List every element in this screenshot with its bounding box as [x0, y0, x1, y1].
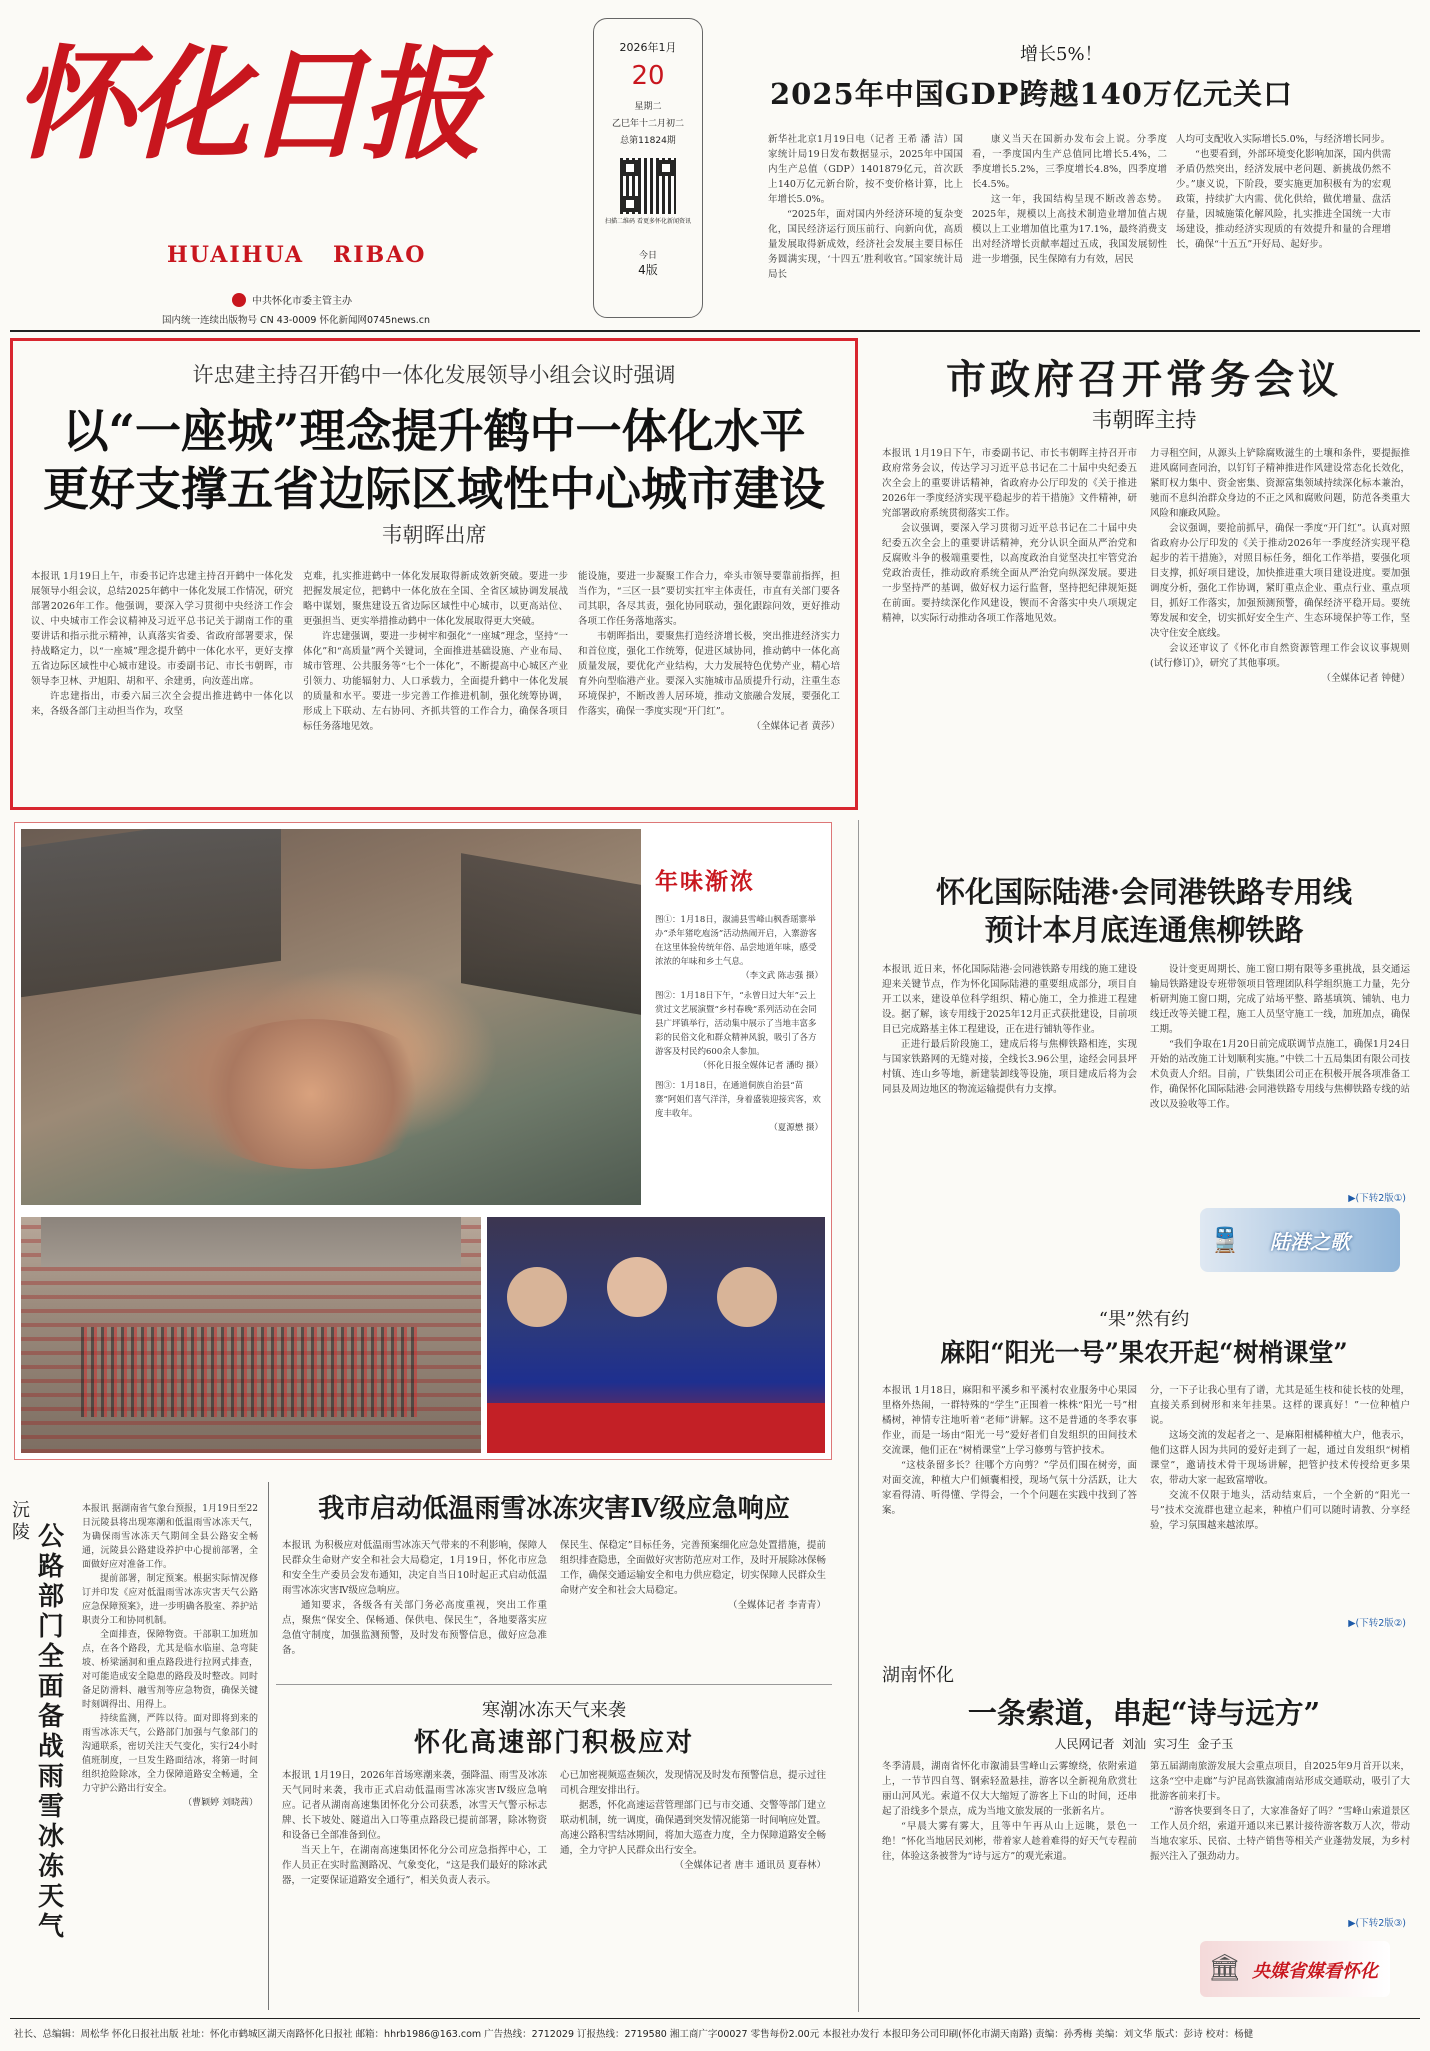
ropeway-headline: 一条索道，串起“诗与远方” [967, 1696, 1321, 1730]
festival-photo-1 [21, 829, 641, 1205]
footer-info: 社长、总编辑：周松华 怀化日报社出版 社址：怀化市鹤城区湖天南路怀化日报社 邮箱：hhrb1986@163.com 广告热线：2712029 订报热线：2719580 湘工商广字00027 零售每份2.00元 本报社办发行 本报印务公司印刷(怀化市湖天南路) 责编：孙秀梅 美编：刘文华 版式：彭诗 校对：杨健 [14, 2029, 1254, 2040]
standing-byline: 韦朝晖主持 [1091, 408, 1197, 432]
railway-continued-link[interactable]: ▶(下转2版①) [1348, 1193, 1406, 1204]
date-day: 20 [631, 61, 665, 91]
today-label: 今日 [638, 251, 657, 261]
weather-headline: 我市启动低温雨雪冰冻灾害Ⅳ级应急响应 [318, 1494, 790, 1524]
masthead-title: 怀化日报 [12, 32, 476, 176]
fruit-article [868, 1305, 1420, 1635]
ropeway-col-2: 第五届湖南旅游发展大会重点项目，自2025年9月首开以来，这条“空中走廊”与沪昆高铁溆浦南站形成交通联动，吸引了大批游客前来打卡。 “游客快要到冬日了，大家准备好了吗？”雪峰山索道景区工作人员介绍，索道开通以来已累计接待游客数万人次，带动当地农家乐、民宿、土特产销售等相关产业蓬勃发展，为乡村振兴注入了强劲动力。 [1150, 1761, 1410, 1862]
weather-article [276, 1482, 832, 1682]
gdp-kicker: 增长5%！ [1020, 44, 1103, 65]
ropeway-region: 湖南怀化 [882, 1665, 954, 1686]
masthead-pinyin: HUAIHUA RIBAO [167, 242, 427, 268]
lead-headline-2: 更好支撑五省边际区域性中心城市建设 [43, 462, 825, 516]
page-count: 4版 [638, 263, 658, 277]
lead-headline-1: 以“一座城”理念提升鹤中一体化水平 [62, 404, 806, 458]
highway-headline: 怀化高速部门积极应对 [413, 1728, 694, 1758]
festival-photo-3 [487, 1217, 825, 1453]
lead-kicker: 许忠建主持召开鹤中一体化发展领导小组会议时强调 [192, 363, 676, 387]
lead-col-2: 克难，扎实推进鹤中一体化发展取得新成效新突破。要进一步把握发展定位，把鹤中一体化放在全国、全省区域协调发展战略中谋划，聚焦建设五省边际区域性中心城市，以更高站位、更强担当、更实举措推动鹤中一体化发展取得更大突破。 许忠建强调，要进一步树牢和强化“一座城”理念，坚持“一体化”和“高质量”两个关键词，全面推进基础设施、产业布局、城市管理、公共服务等“七个一体化”，不断提高中心城区产业引领力、功能辐射力、人口承载力，全面提升鹤中一体化发展的质量和水平。要进一步完善工作推进机制，强化统筹协调，形成上下联动、左右协同、齐抓共管的工作合力，确保各项目标任务落地见效。 [303, 571, 568, 732]
gdp-article [720, 40, 1420, 320]
date-year-month: 2026年1月 [619, 41, 677, 54]
qr-code[interactable] [620, 158, 676, 214]
railway-headline-2: 预计本月底连通焦柳铁路 [984, 913, 1304, 947]
lead-byline: 韦朝晖出席 [381, 523, 487, 547]
yuanling-col: 本报讯 据湖南省气象台预报，1月19日至22日沅陵县将出现寒潮和低温雨雪冰冻天气，为确保雨雪冰冻天气期间全县公路安全畅通，沅陵县公路建设养护中心提前部署，全面做好应对准备工作。 提前部署，制定预案。根据实际情况修订并印发《应对低温雨雪冰冻灾害天气公路应急保障预案》，进一步明确各股室、养护站职责分工和协同机制。 全面排查，保障物资。干部职工加班加点，在各个路段，尤其是临水临崖、急弯陡坡、桥梁涵洞和重点路段进行拉网式排查，对可能造成安全隐患的路段及时整改。同时备足防滑料、融雪剂等应急物资，确保关键时刻调得出、用得上。 持续监测，严阵以待。面对即将到来的雨雪冰冻天气，公路部门加强与气象部门的沟通联系，密切关注天气变化，实行24小时值班制度，一旦发生路面结冰，将第一时间组织抢险除冰，全力保障道路安全畅通，全力守护公路出行安全。 （曹颖婷 刘晓茜） [82, 1504, 258, 1808]
ropeway-byline: 人民网记者 刘汕 实习生 金子玉 [1054, 1737, 1234, 1751]
festival-photo-2 [21, 1217, 481, 1453]
fruit-kicker: “果”然有约 [1098, 1309, 1190, 1330]
standing-col-1: 本报讯 1月19日下午，市委副书记、市长韦朝晖主持召开市政府常务会议，传达学习习近平总书记在二十届中央纪委五次全会上的重要讲话精神，省政府办公厅印发的《关于推进2026年一季度经济实现平稳起步的若干措施》文件精神，研究部署政府系统贯彻落实工作。 会议强调，要深入学习贯彻习近平总书记在二十届中央纪委五次全会上的重要讲话精神，充分认识全面从严治党和反腐败斗争的极端重要性，以高度政治自觉坚决扛牢管党治党政治责任，推动政府系统全面从严治党向纵深发展。要进一步坚持严的基调，做好权力运行监督，坚持把纪律规矩挺在前面。要持续深化作风建设，锲而不舍落实中央八项规定精神，以实际行动推动各项工作落地见效。 [882, 448, 1137, 624]
train-icon: 🚆 [1210, 1226, 1240, 1254]
yuanling-article [10, 1482, 262, 2012]
fruit-headline: 麻阳“阳光一号”果农开起“树梢课堂” [940, 1338, 1348, 1367]
masthead-divider [10, 330, 1420, 332]
fruit-col-1: 本报讯 1月18日，麻阳和平溪乡和平溪村农业服务中心果园里格外热闹，一群特殊的“学生”正围着一株株“阳光一号”柑橘树，神情专注地听着“老师”讲解。这不是普通的冬季农事作业，而是一场由“阳光一号”爱好者们自发组织的田间技术交流课，他们正在“树梢课堂”上学习修剪与管护技术。 “这枝条留多长？往哪个方向剪？”学员们围在树旁，面对面交流，种植大户们倾囊相授，现场气氛十分活跃，让大家看得清、听得懂、学得会，一个个问题在实践中找到了答案。 [882, 1385, 1137, 1516]
footer-divider [10, 2018, 1420, 2019]
masthead [12, 14, 587, 334]
right-column-divider [858, 820, 859, 2012]
gdp-col-2: 康义当天在国新办发布会上说。分季度看，一季度国内生产总值同比增长5.4%，二季度增长5.2%，三季度增长4.8%，四季度增长4.5%。 这一年，我国结构呈现不断改善态势。2025年，规模以上高技术制造业增加值占规模以上工业增加值比重为17.1%，最终消费支出对经济增长贡献率超过五成，我国发展韧性进一步增强，民生保障有力有效，居民 [972, 134, 1167, 265]
weather-col-1: 本报讯 为积极应对低温雨雪冰冻天气带来的不利影响，保障人民群众生命财产安全和社会大局稳定，1月19日，怀化市应急和安全生产委员会发布通知，决定自当日10时起正式启动低温雨雪冰冻灾害Ⅳ级应急响应。 通知要求，各级各有关部门务必高度重视，突出工作重点，聚焦“保安全、保畅通、保供电、保民生”，各地要落实应急值守制度，加强监测预警，及时发布预警信息，做好应急准备。 [282, 1540, 547, 1656]
ropeway-continued-link[interactable]: ▶(下转2版③) [1348, 1918, 1406, 1929]
festival-captions: 图①：1月18日，溆浦县雪峰山枫香瑶寨举办“杀年猪吃庖汤”活动热闹开启，入寨游客在这里体验传统年俗、品尝地道年味，感受浓浓的年味和乡土气息。 （李文武 陈志强 摄） 图②：1月18日下午，“永曾日过大年”云上赏过文艺展演暨“乡村春晚”系列活动在会同县广坪镇举行，活动集中展示了当地丰富多彩的民俗文化和群众精神风貌，吸引了各方游客及村民约600余人参加。 （怀化日报全媒体记者 潘昀 摄） 图③：1月18日，在通道侗族自治县“苗寨”阿姐们喜气洋洋，身着盛装迎接宾客，欢度丰收年。 （夏源懋 摄） [655, 915, 823, 1133]
fruit-col-2: 分，一下子让我心里有了谱，尤其是延生枝和徒长枝的处理，直接关系到树形和来年挂果。这样的课真好！”一位种植户说。 这场交流的发起者之一、是麻阳柑橘种植大户，他表示，他们这群人因为共同的爱好走到了一起，通过自发组织“树梢课堂”，邀请技术骨干现场讲解，把管护技术传授给更多果农，带动大家一起致富增收。 交流不仅限于地头，活动结束后，一个全新的“阳光一号”技术交流群也建立起来，种植户们可以随时请教、分享经验，学习氛围越来越浓厚。 [1150, 1385, 1410, 1531]
ropeway-article [868, 1655, 1420, 2012]
railway-col-1: 本报讯 近日来，怀化国际陆港·会同港铁路专用线的施工建设迎来关键节点，作为怀化国际陆港的重要组成部分，项目自开工以来，建设单位科学组织、精心施工，全力推进工程建设。据了解，该专用线于2025年12月正式获批建设，目前项目已完成路基主体工程建设，正在进行铺轨等作业。 正进行最后阶段施工，建成后将与焦柳铁路相连，实现与国家铁路网的无缝对接，全线长3.96公里，途经会同县坪村镇、连山乡等地，新建装卸线等设施，项目建成后将为会同县及周边地区的物流运输提供有力支撑。 [882, 964, 1137, 1095]
newspaper-logo-icon [232, 293, 246, 307]
highway-kicker: 寒潮冰冻天气来袭 [482, 1700, 626, 1721]
date-lunar: 乙巳年十二月初二 [611, 119, 684, 129]
railway-article [868, 870, 1420, 1280]
gdp-col-1: 新华社北京1月19日电（记者 王希 潘 洁）国家统计局19日发布数据显示，2025年中国国内生产总值（GDP）1401879亿元，首次跃上140万亿元新台阶，按不变价格计算，比上年增长5.0%。 “2025年，面对国内外经济环境的复杂变化，国民经济运行顶压前行、向新向优，高质量发展取得新成效，经济社会发展主要目标任务圆满实现，‘十四五’胜利收官。”国家统计局局长 [768, 134, 963, 280]
highway-col-1: 本报讯 1月19日，2026年首场寒潮来袭，强降温、雨雪及冰冻天气同时来袭，我市正式启动低温雨雪冰冻灾害Ⅳ级应急响应。记者从湖南高速集团怀化分公司获悉，冰雪天气警示标志牌、长下坡处、隧道出入口等重点路段已提前部署，除冰物资和设备已全部准备到位。 当天上午，在湖南高速集团怀化分公司应急指挥中心，工作人员正在实时监测路况、气象变化，“这是我们最好的除冰武器，一定要保证道路安全通行”，相关负责人表示。 [282, 1770, 547, 1886]
fruit-continued-link[interactable]: ▶(下转2版②) [1348, 1618, 1406, 1629]
highway-col-2: 心已加密视频巡查频次，发现情况及时发布预警信息，提示过往司机合理安排出行。 据悉，怀化高速运营管理部门已与市交通、交警等部门建立联动机制，统一调度，确保遇到突发情况能第一时间响应处置。高速公路积雪结冰期间，将加大巡查力度，全力保障道路安全畅通，全力守护人民群众出行安全。 （全媒体记者 唐丰 通讯员 夏春林） [560, 1770, 826, 1871]
date-issue: 总第11824期 [620, 136, 676, 146]
building-icon: 🏛 [1208, 1953, 1242, 1983]
gdp-col-3: 人均可支配收入实际增长5.0%，与经济增长同步。 “也要看到，外部环境变化影响加深，国内供需矛盾仍然突出，经济发展中老问题、新挑战仍然不少。”康义说，下阶段，要实施更加积极有为的宏观政策，持续扩大内需、优化供给，做优增量、盘活存量，因城施策化解风险，扎实推进全国统一大市场建设，推动经济实现质的有效提升和量的合理增长，确保“十五五”开好局、起好步。 [1176, 134, 1391, 250]
yuanling-region: 沅陵 [12, 1500, 30, 1543]
date-weekday: 星期二 [634, 102, 662, 112]
weather-col-2: 保民生、保稳定”目标任务，完善预案细化应急处置措施，提前组织排查隐患，全面做好灾害防范应对工作，及时开展除冰保畅工作，确保交通运输安全和电力供应稳定，切实保障人民群众生命财产安全和社会大局稳定。 （全媒体记者 李青青） [560, 1540, 826, 1611]
media-badge: 🏛 央媒省媒看怀化 [1200, 1941, 1390, 1997]
railway-song-banner: 🚆 陆港之歌 [1200, 1208, 1400, 1272]
cn-line: 国内统一连续出版物号 CN 43-0009 怀化新闻网0745news.cn [162, 315, 431, 326]
ropeway-col-1: 冬季清晨，湖南省怀化市溆浦县雪峰山云雾缭绕，依附索道上，一节节四自驾、钢索轻盈悬挂，游客以全新视角欣赏壮丽山河风光。索道不仅大大缩短了游客上下山的时间，还串起了沿线多个景点，成为当地文旅发展的一张新名片。 “早晨大雾有雾大，且等中午再从山上远眺，景色一绝！”怀化当地居民刘彬，带着家人趁着难得的好天气专程前往，体验这条被誉为“诗与远方”的观光索道。 [882, 1761, 1137, 1862]
standing-col-2: 力寻租空间，从源头上铲除腐败滋生的土壤和条件，要提振推进风腐同查同治，以钉钉子精神推进作风建设常态化长效化，紧盯权力集中、资金密集、资源富集领域持续深化标本兼治，驰而不息纠治群众身边的不正之风和腐败问题，防范各类重大风险和廉政风险。 会议强调，要抢前抓早，确保一季度“开门红”。认真对照省政府办公厅印发的《关于推动2026年一季度经济实现平稳起步的若干措施》，对照目标任务，细化工作举措，要强化项目支撑，抓好项目建设，加快推进重大项目建设进度。要加强调度分析，强化工作协调，紧盯重点企业、重点行业、重点项目，抓好工作落实，加强预测预警，确保经济平稳开局。要统筹发展和安全，切实抓好安全生产、生态环境保护等工作，坚决守住安全底线。 会议还审议了《怀化市自然资源管理工作会议议事规则(试行修订)》，研究了其他事项。 （全媒体记者 钟健） [1150, 448, 1410, 684]
lead-col-3: 能设施，要进一步凝聚工作合力，牵头市领导要靠前指挥，担当作为，“三区一县”要切实扛牢主体责任，市直有关部门要各司其职，各尽其责，强化协同联动，强化跟踪问效，更好推动各项工作任务落地落实。 韦朝晖指出，要聚焦打造经济增长极，突出推进经济实力和首位度，强化工作统筹，促进区域协同，推动鹤中一体化高质量发展，要优化产业结构，大力发展特色优势产业，精心培育外向型临港产业。要深入实施城市品质提升行动，注重生态环境保护，不断改善人居环境，推动文旅融合发展，要强化工作落实，确保一季度实现“开门红”。 （全媒体记者 黄莎） [578, 571, 840, 732]
publisher-line: 中共怀化市委主管主办 [232, 292, 352, 307]
railway-col-2: 设计变更周期长、施工窗口期有限等多重挑战，县交通运输局铁路建设专班带领项目管理团队科学组织施工力量，先分析研判施工窗口期，完成了站场平整、路基填筑、铺轨、电力线迁改等关键工程，施工人员坚守施工一线，加班加点，确保工期。 “我们争取在1月20日前完成联调节点施工，确保1月24日开始的站改施工计划顺利实施。”中铁二十五局集团有限公司技术负责人介绍。目前，广铁集团公司正在积极开展各项准备工作，确保怀化国际陆港·会同港铁路专用线与焦柳铁路专线的站改以及验收等工作。 [1150, 964, 1410, 1110]
festival-title: 年味渐浓 [655, 868, 755, 895]
standing-headline: 市政府召开常务会议 [946, 356, 1342, 403]
lead-article [10, 338, 858, 810]
standing-meeting-article [868, 340, 1420, 840]
date-box [593, 18, 703, 318]
qr-caption: 扫描二维码 看更多怀化新闻资讯 [605, 218, 691, 225]
highway-article [276, 1690, 832, 2012]
festival-photo-feature [14, 822, 832, 1460]
gdp-headline: 2025年中国GDP跨越140万亿元关口 [770, 77, 1293, 111]
railway-headline-1: 怀化国际陆港·会同港铁路专用线 [935, 875, 1353, 909]
yuanling-headline: 公路部门全面备战雨雪冰冻天气 [38, 1522, 65, 1942]
lead-col-1: 本报讯 1月19日上午，市委书记许忠建主持召开鹤中一体化发展领导小组会议，总结2025年鹤中一体化发展工作情况，研究部署2026年工作。他强调，要深入学习贯彻中央经济工作会议、中央城市工作会议精神及习近平总书记关于湖南工作的重要讲话和指示批示精神，认真落实省委、省政府部署要求，保持战略定力，以“一座城”理念提升鹤中一体化水平，更好支撑五省边际区域性中心城市建设。市委副书记、市长韦朝晖，市领导李卫林、尹旭阳、胡和平、余建勇，向汝莲出席。 许忠建指出，市委六届三次全会提出推进鹤中一体化以来，各级各部门主动担当作为，攻坚 [31, 571, 293, 717]
yuanling-divider [268, 1482, 269, 2010]
weather-divider [276, 1684, 832, 1685]
